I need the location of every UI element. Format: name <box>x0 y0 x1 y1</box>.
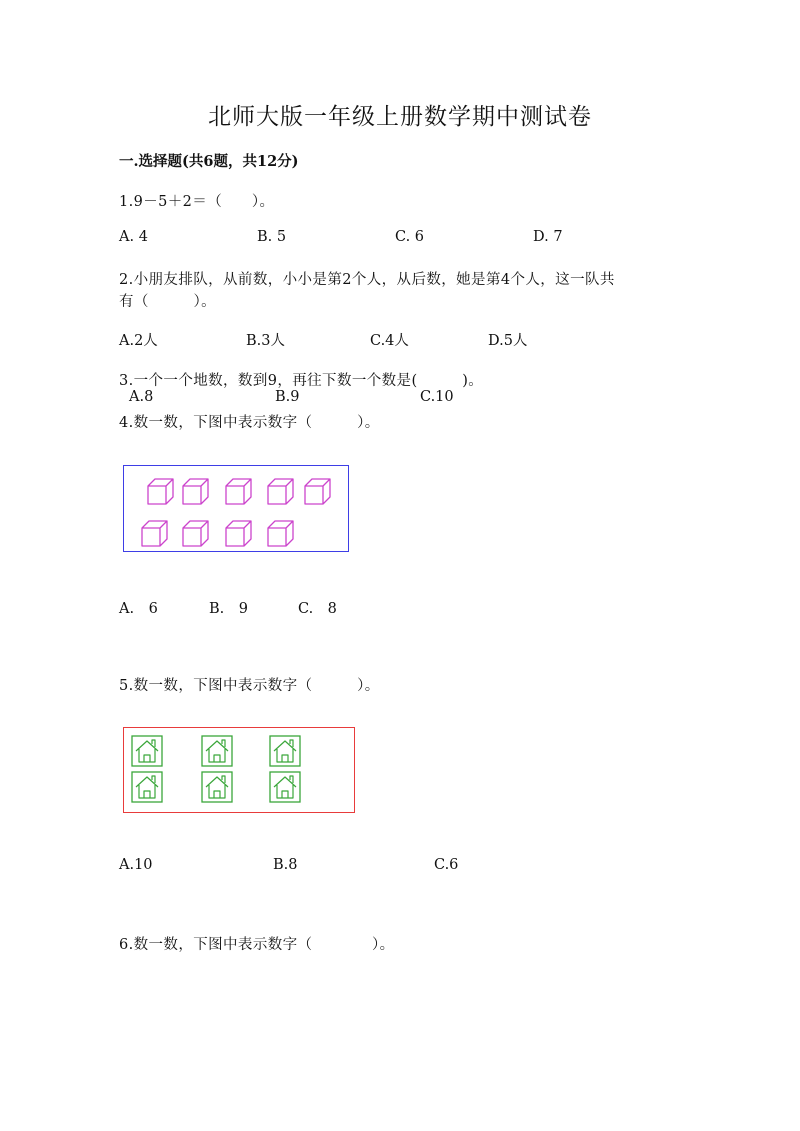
cube-icon <box>226 479 251 504</box>
house-icon <box>270 772 300 802</box>
question-3-stem: 3.一个一个地数，数到9，再往下数一个数是( )。 <box>119 373 484 389</box>
question-2-option-d: D.5人 <box>488 333 528 349</box>
question-4-option-a: A. 6 <box>119 601 158 617</box>
cube-icon <box>268 479 293 504</box>
question-4-option-b: B. 9 <box>209 601 248 617</box>
question-2-option-c: C.4人 <box>370 333 409 349</box>
question-3-option-c: C.10 <box>420 389 454 405</box>
question-3-option-a: A.8 <box>129 389 154 405</box>
question-2-stem-line-2: 有（ ）。 <box>119 294 217 310</box>
question-1-stem: 1.9－5＋2＝（ ）。 <box>119 194 275 210</box>
question-4-figure <box>123 465 349 552</box>
question-5-stem: 5.数一数，下图中表示数字（ ）。 <box>119 678 380 694</box>
cube-icon <box>148 479 173 504</box>
house-icon <box>202 772 232 802</box>
question-5-option-a: A.10 <box>119 857 153 873</box>
question-1-option-d: D. 7 <box>533 229 563 245</box>
house-icon <box>132 736 162 766</box>
cube-icon <box>183 479 208 504</box>
question-6-stem: 6.数一数，下图中表示数字（ ）。 <box>119 937 395 953</box>
question-1-option-a: A. 4 <box>119 229 148 245</box>
question-5-option-c: C.6 <box>434 857 459 873</box>
question-4-stem: 4.数一数，下图中表示数字（ ）。 <box>119 415 380 431</box>
question-1-option-b: B. 5 <box>257 229 287 245</box>
question-3-option-b: B.9 <box>275 389 300 405</box>
cube-icon <box>183 521 208 546</box>
question-2-stem-line-1: 2.小朋友排队，从前数，小小是第2个人，从后数，她是第4个人，这一队共 <box>119 272 615 288</box>
page-title: 北师大版一年级上册数学期中测试卷 <box>208 104 592 130</box>
house-icon <box>132 772 162 802</box>
question-1-option-c: C. 6 <box>395 229 425 245</box>
question-2-option-b: B.3人 <box>246 333 285 349</box>
house-icon <box>202 736 232 766</box>
question-2-option-a: A.2人 <box>119 333 158 349</box>
cube-icon <box>268 521 293 546</box>
section-heading: 一.选择题(共6题，共12分) <box>119 153 299 170</box>
cube-icon <box>142 521 167 546</box>
question-5-figure <box>123 727 355 813</box>
question-5-option-b: B.8 <box>273 857 298 873</box>
question-4-option-c: C. 8 <box>298 601 337 617</box>
house-icon <box>270 736 300 766</box>
cube-icon <box>226 521 251 546</box>
cube-icon <box>305 479 330 504</box>
